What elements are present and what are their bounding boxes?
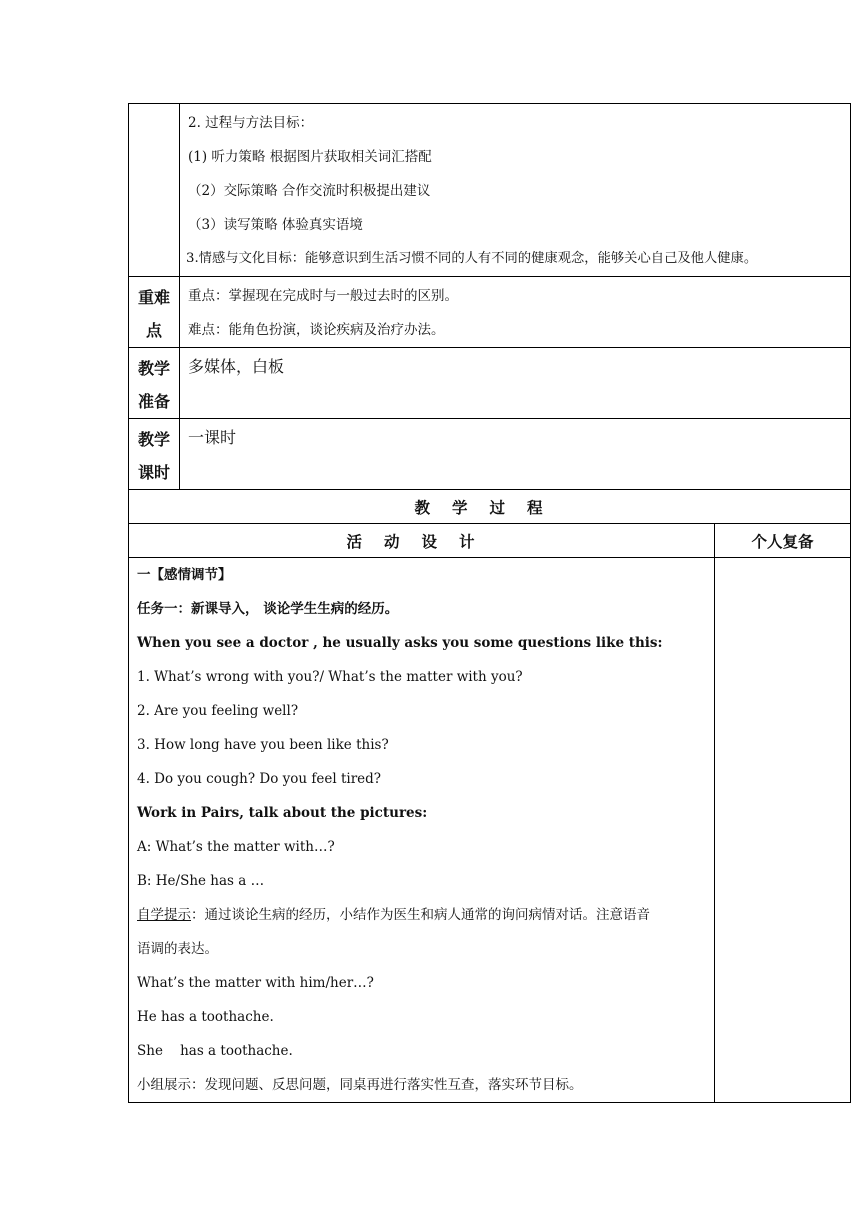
question-item: 2. Are you feeling well?	[137, 703, 299, 719]
dialog-line: B: He/She has a …	[137, 873, 265, 889]
key-points-row	[129, 277, 851, 348]
activity-content	[129, 558, 715, 1103]
example-question: What’s the matter with him/her…?	[137, 975, 374, 991]
preparation-value: 多媒体，白板	[188, 357, 285, 376]
duration-content	[180, 419, 851, 490]
question-item: 1. What’s wrong with you?/ What’s the matter with you?	[137, 669, 523, 685]
key-points-label	[129, 277, 180, 348]
hint-line	[129, 898, 714, 932]
duration-label	[129, 419, 180, 490]
process-header-cell	[129, 490, 851, 524]
preparation-row	[129, 348, 851, 419]
duration-row	[129, 419, 851, 490]
hint-continuation: 语调的表达。	[137, 941, 218, 957]
intro-text: When you see a doctor , he usually asks you some questions like this:	[137, 635, 663, 651]
goal-line: （2）交际策略 合作交流时积极提出建议	[188, 183, 431, 199]
goals-label-cell	[129, 104, 180, 277]
personal-column-header: 个人复备	[751, 531, 814, 551]
goal-line: 3.情感与文化目标：能够意识到生活习惯不同的人有不同的健康观念，能够关心自己及他人健康。	[186, 251, 758, 266]
goals-row	[129, 104, 851, 277]
duration-label-line: 课时	[137, 463, 170, 482]
difficulty-text: 难点：能角色扮演，谈论疾病及治疗办法。	[188, 322, 445, 338]
duration-label-line: 教学	[137, 430, 170, 449]
question-item: 3. How long have you been like this?	[137, 737, 389, 753]
hint-text: ：通过谈论生病的经历，小结作为医生和病人通常的询问病情对话。注意语音	[191, 907, 650, 923]
activity-column-header: 活动设计	[346, 531, 497, 551]
goals-content	[180, 104, 851, 277]
process-header: 教学过程	[414, 497, 565, 517]
key-points-label-line: 重难	[137, 288, 170, 307]
focus-text: 重点：掌握现在完成时与一般过去时的区别。	[188, 288, 458, 304]
activity-column-header-cell	[129, 524, 715, 558]
preparation-content	[180, 348, 851, 419]
hint-label: 自学提示	[137, 907, 191, 923]
process-header-row	[129, 490, 851, 524]
dialog-line: A: What’s the matter with…?	[137, 839, 335, 855]
section-title: 一【感情调节】	[137, 567, 232, 583]
goal-line: （3）读写策略 体验真实语境	[188, 217, 363, 233]
key-points-content	[180, 277, 851, 348]
duration-value: 一课时	[188, 428, 237, 447]
question-item: 4. Do you cough? Do you feel tired?	[137, 771, 382, 787]
goal-line: (1) 听力策略 根据图片获取相关词汇搭配	[188, 149, 432, 165]
group-show-text: 小组展示：发现问题、反思问题，同桌再进行落实性互查，落实环节目标。	[137, 1077, 583, 1093]
example-answer: He has a toothache.	[137, 1009, 274, 1025]
personal-column-header-cell	[715, 524, 851, 558]
preparation-label	[129, 348, 180, 419]
pair-work-title: Work in Pairs, talk about the pictures:	[137, 805, 428, 821]
task-title: 任务一：新课导入， 谈论学生生病的经历。	[137, 601, 399, 617]
preparation-label-line: 准备	[137, 392, 170, 411]
personal-notes-cell	[715, 558, 851, 1103]
example-answer: She has a toothache.	[137, 1043, 293, 1059]
column-header-row	[129, 524, 851, 558]
goal-line: 2. 过程与方法目标：	[188, 115, 314, 131]
activity-row	[129, 558, 851, 1103]
preparation-label-line: 教学	[137, 359, 170, 378]
key-points-label-line: 点	[145, 321, 162, 340]
lesson-plan-table	[128, 103, 851, 1103]
